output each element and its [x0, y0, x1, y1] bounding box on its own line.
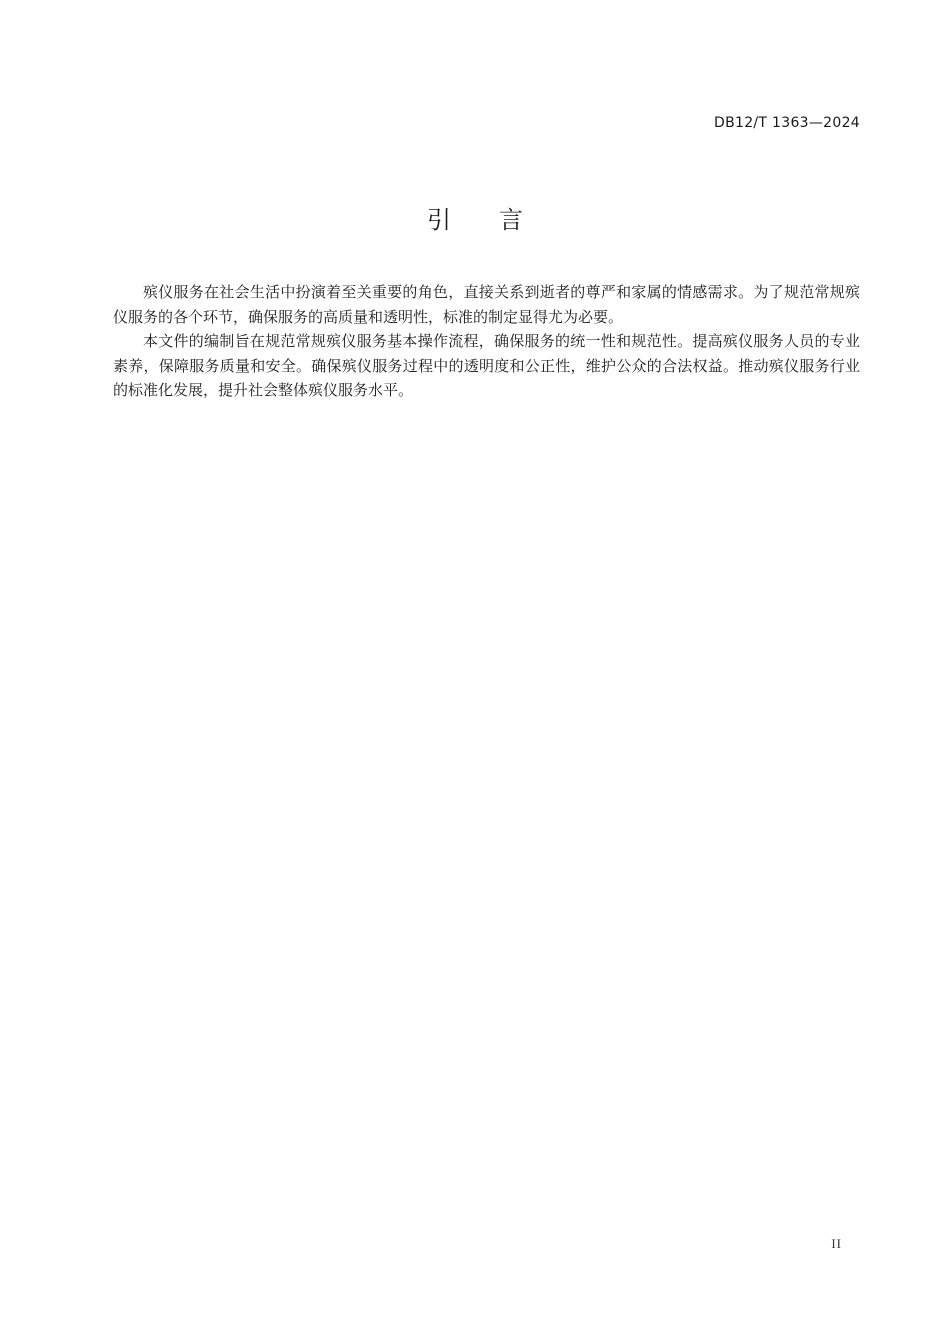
paragraph-2: 本文件的编制旨在规范常规殡仪服务基本操作流程，确保服务的统一性和规范性。提高殡仪服务人员的专业素养，保障服务质量和安全。确保殡仪服务过程中的透明度和公正性，维护公众的合法权益。推动殡仪服务行业的标准化发展，提升社会整体殡仪服务水平。 [113, 332, 860, 400]
section-title: 引言 [427, 206, 571, 234]
page-number: II [831, 1236, 842, 1251]
paragraph-1: 殡仪服务在社会生活中扮演着至关重要的角色，直接关系到逝者的尊严和家属的情感需求。为了规范常规殡仪服务的各个环节，确保服务的高质量和透明性，标准的制定显得尤为必要。 [113, 283, 860, 326]
body-text [113, 280, 860, 403]
document-code: DB12/T 1363—2024 [714, 115, 860, 131]
